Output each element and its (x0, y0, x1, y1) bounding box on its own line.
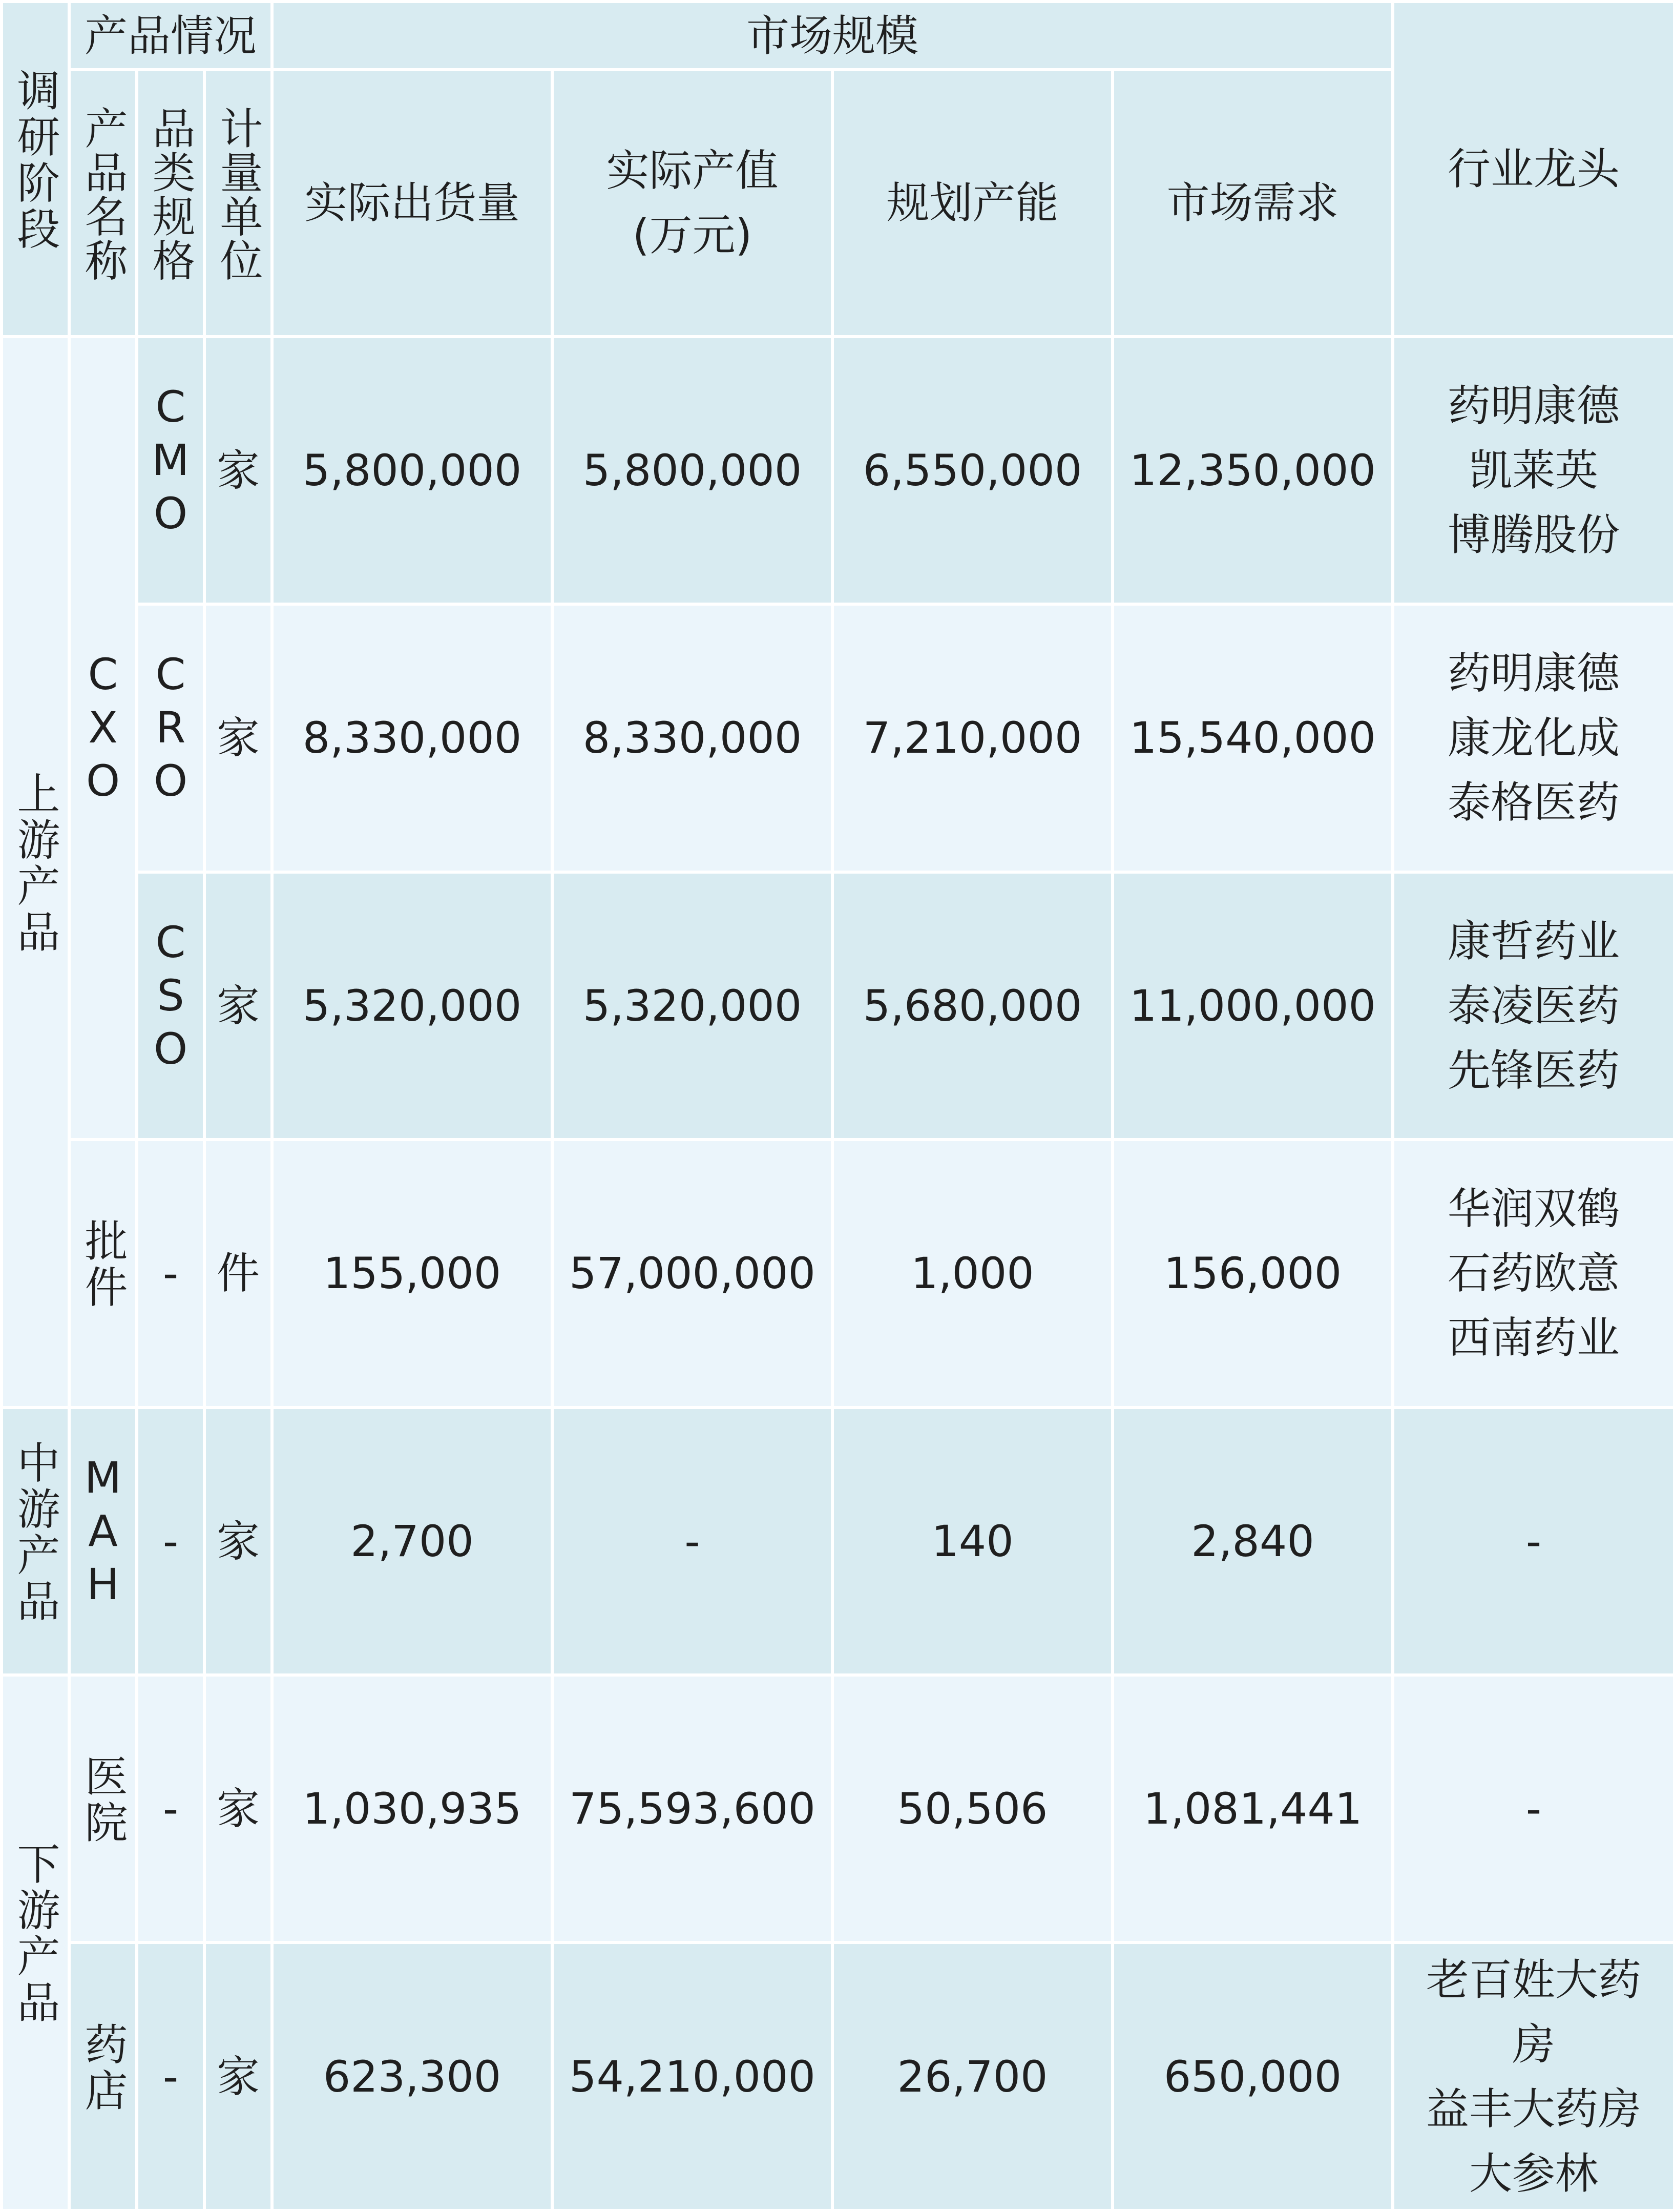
header-unit: 计量单位 (206, 71, 270, 335)
output-cell: 5,800,000 (554, 338, 831, 603)
header-actual-output-line1: 实际产值 (606, 146, 779, 196)
unit-cell: 家 (206, 606, 270, 870)
shipment-cell: 155,000 (274, 1141, 551, 1405)
spec-cell: - (138, 1409, 203, 1673)
capacity-cell: 140 (834, 1409, 1111, 1673)
leaders-cell: 康哲药业 泰凌医药 先锋医药 (1394, 874, 1673, 1138)
capacity-cell: 1,000 (834, 1141, 1111, 1405)
demand-cell: 12,350,000 (1114, 338, 1391, 603)
header-actual-shipment: 实际出货量 (274, 71, 551, 335)
unit-cell: 家 (206, 1677, 270, 1941)
table-row (3, 606, 1673, 870)
unit-cell: 家 (206, 1944, 270, 2209)
spec-cell: CMO (138, 338, 203, 603)
unit-cell: 家 (206, 338, 270, 603)
table-row (3, 338, 1673, 603)
stage-upstream: 上游产品 (3, 338, 68, 1406)
shipment-cell: 5,320,000 (274, 874, 551, 1138)
header-product-info: 产品情况 (71, 3, 270, 68)
header-actual-output (554, 71, 831, 335)
product-name-cell: 批件 (71, 1141, 135, 1405)
shipment-cell: 8,330,000 (274, 606, 551, 870)
header-market-demand: 市场需求 (1114, 71, 1391, 335)
capacity-cell: 6,550,000 (834, 338, 1111, 603)
output-cell: 57,000,000 (554, 1141, 831, 1405)
header-category-spec: 品类规格 (138, 71, 203, 335)
product-name-cxo: CXO (71, 338, 135, 1138)
capacity-cell: 50,506 (834, 1677, 1111, 1941)
spec-cell: CSO (138, 874, 203, 1138)
stage-midstream: 中游产品 (3, 1409, 68, 1673)
header-market-size: 市场规模 (274, 3, 1391, 68)
unit-cell: 家 (206, 874, 270, 1138)
header-planned-capacity: 规划产能 (834, 71, 1111, 335)
shipment-cell: 2,700 (274, 1409, 551, 1673)
table-row (3, 874, 1673, 1138)
product-name-cell: 药店 (71, 1944, 135, 2209)
shipment-cell: 5,800,000 (274, 338, 551, 603)
header-actual-output-line2: (万元) (632, 210, 752, 261)
shipment-cell: 1,030,935 (274, 1677, 551, 1941)
leaders-cell: - (1394, 1677, 1673, 1941)
table-row (3, 1677, 1673, 1941)
spec-cell: CRO (138, 606, 203, 870)
demand-cell: 650,000 (1114, 1944, 1391, 2209)
demand-cell: 156,000 (1114, 1141, 1391, 1405)
output-cell: 5,320,000 (554, 874, 831, 1138)
capacity-cell: 7,210,000 (834, 606, 1111, 870)
table-row (3, 1141, 1673, 1405)
output-cell: - (554, 1409, 831, 1673)
leaders-cell: - (1394, 1409, 1673, 1673)
leaders-cell: 药明康德 凯莱英 博腾股份 (1394, 338, 1673, 603)
leaders-cell: 华润双鹤 石药欧意 西南药业 (1394, 1141, 1673, 1405)
product-name-cell: 医院 (71, 1677, 135, 1941)
output-cell: 8,330,000 (554, 606, 831, 870)
stage-downstream: 下游产品 (3, 1677, 68, 2209)
spec-cell: - (138, 1677, 203, 1941)
leaders-cell: 药明康德 康龙化成 泰格医药 (1394, 606, 1673, 870)
header-product-name: 产品名称 (71, 71, 135, 335)
demand-cell: 1,081,441 (1114, 1677, 1391, 1941)
unit-cell: 件 (206, 1141, 270, 1405)
unit-cell: 家 (206, 1409, 270, 1673)
output-cell: 75,593,600 (554, 1677, 831, 1941)
leaders-cell: 老百姓大药 房 益丰大药房 大参林 (1394, 1944, 1673, 2209)
header-stage: 调研阶段 (3, 3, 68, 335)
table-row (3, 1409, 1673, 1673)
capacity-cell: 26,700 (834, 1944, 1111, 2209)
demand-cell: 2,840 (1114, 1409, 1391, 1673)
table-row (3, 1944, 1673, 2209)
shipment-cell: 623,300 (274, 1944, 551, 2209)
header-industry-leaders: 行业龙头 (1394, 3, 1673, 335)
product-name-cell: MAH (71, 1409, 135, 1673)
spec-cell: - (138, 1944, 203, 2209)
demand-cell: 11,000,000 (1114, 874, 1391, 1138)
demand-cell: 15,540,000 (1114, 606, 1391, 870)
output-cell: 54,210,000 (554, 1944, 831, 2209)
capacity-cell: 5,680,000 (834, 874, 1111, 1138)
spec-cell: - (138, 1141, 203, 1405)
